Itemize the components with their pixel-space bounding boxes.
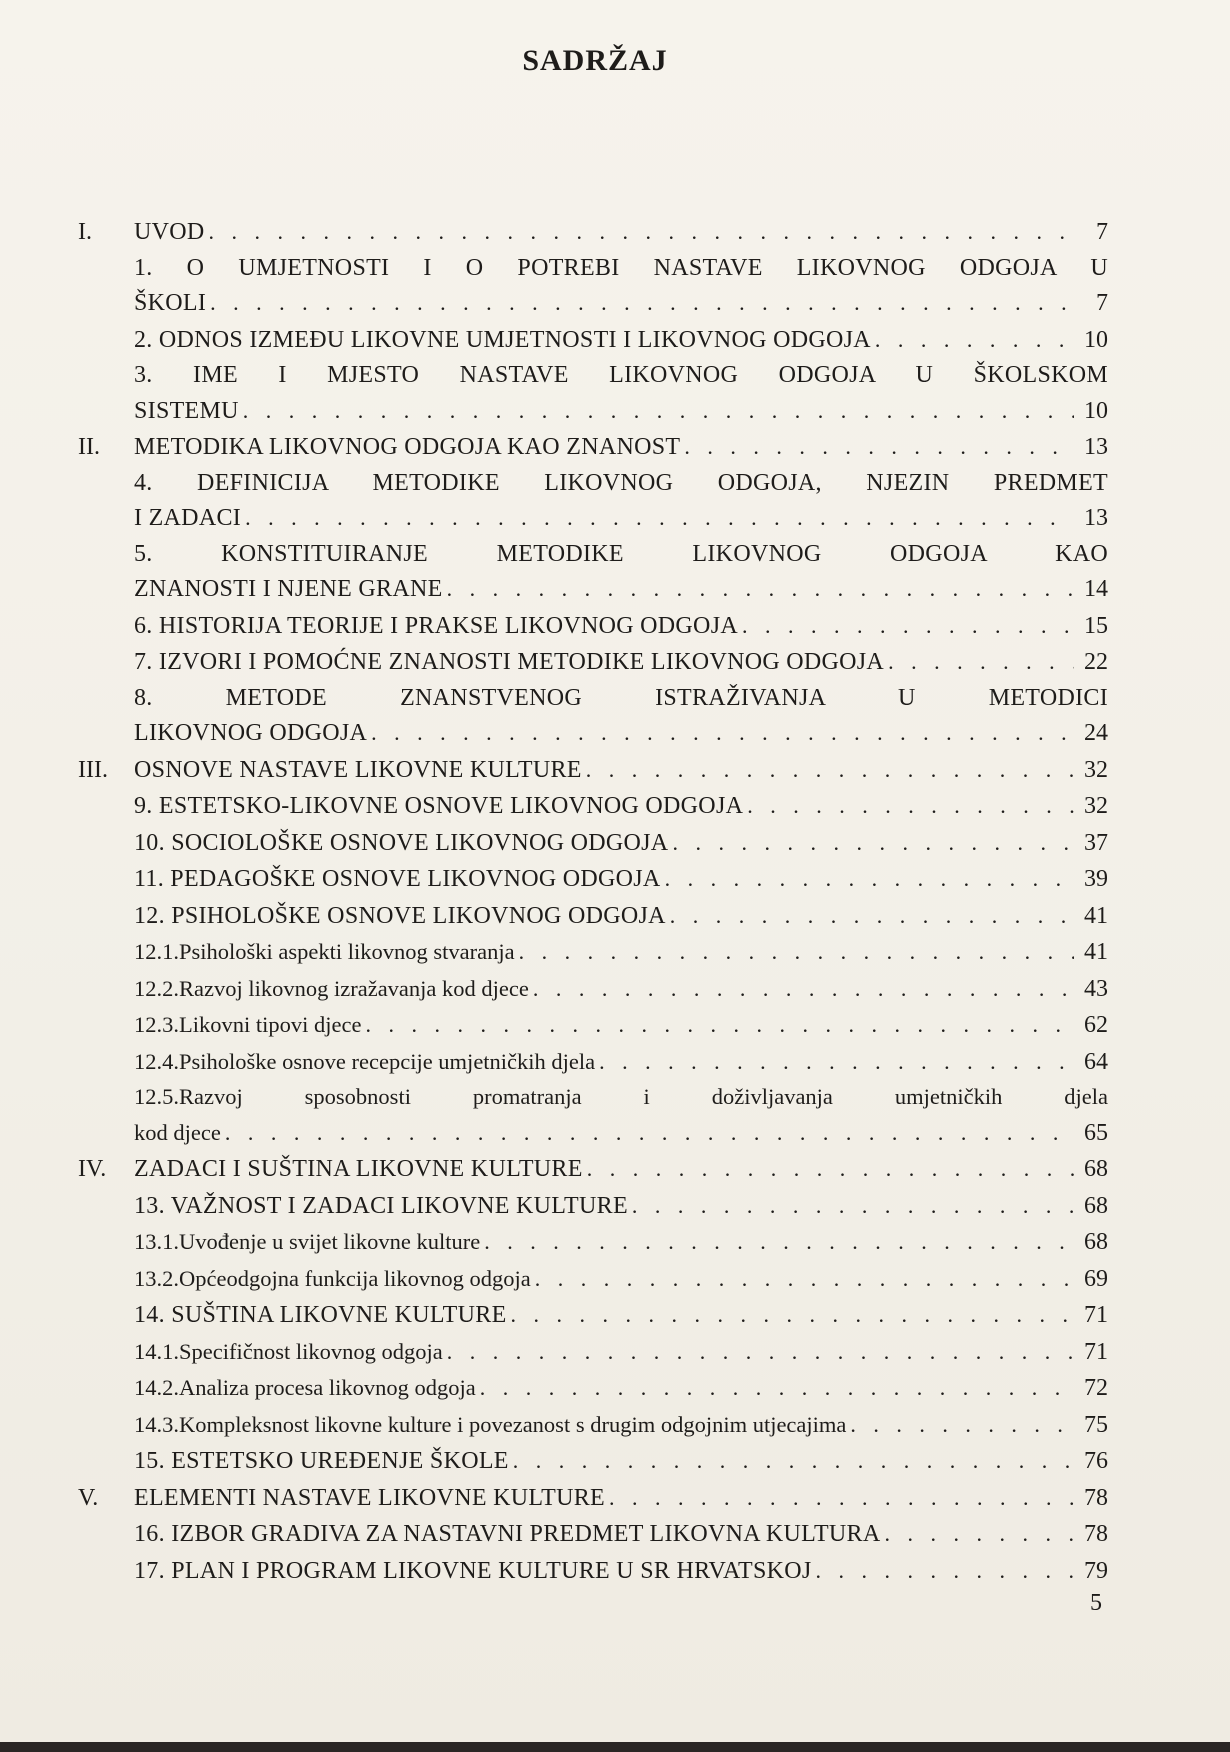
toc-line	[78, 1297, 1108, 1334]
toc-entry	[78, 1334, 1108, 1371]
toc-line	[78, 571, 1108, 608]
entry-title: ZNANOSTI I NJENE GRANE	[134, 576, 443, 602]
toc-line	[78, 429, 1108, 466]
dot-leader	[447, 571, 1074, 608]
dot-leader	[535, 1261, 1074, 1298]
toc-entry	[78, 1151, 1108, 1188]
entry-page-number: 37	[1084, 829, 1108, 856]
entry-title: LIKOVNOG ODGOJA	[134, 720, 368, 746]
toc-entry	[78, 1297, 1108, 1334]
entry-title: 2. ODNOS IZMEĐU LIKOVNE UMJETNOSTI I LIKOVNOG ODGOJA	[134, 326, 871, 353]
toc-entry	[78, 322, 1108, 359]
entry-title: 12. PSIHOLOŠKE OSNOVE LIKOVNOG ODGOJA	[134, 902, 666, 929]
entry-page-number: 32	[1084, 793, 1108, 819]
toc-line	[78, 1188, 1108, 1225]
entry-title: 12.3.Likovni tipovi djece	[134, 1012, 362, 1037]
toc-line	[78, 644, 1108, 681]
toc-line	[78, 1516, 1108, 1553]
dot-leader	[513, 1443, 1074, 1480]
entry-page-number: 41	[1084, 939, 1108, 965]
table-of-contents	[78, 214, 1108, 1589]
chapter-numeral: II.	[78, 434, 100, 460]
entry-title: METODIKA LIKOVNOG ODGOJA KAO ZNANOST	[134, 434, 681, 460]
toc-entry	[78, 214, 1108, 251]
toc-line	[78, 788, 1108, 825]
entry-page-number: 39	[1084, 866, 1108, 892]
dot-leader	[587, 1151, 1074, 1188]
toc-line	[78, 393, 1108, 430]
toc-line	[78, 322, 1108, 359]
toc-line	[78, 500, 1108, 537]
entry-page-number: 41	[1084, 902, 1108, 929]
entry-page-number: 68	[1084, 1229, 1108, 1255]
entry-page-number: 78	[1084, 1521, 1108, 1547]
toc-entry	[78, 1007, 1108, 1044]
dot-leader	[519, 934, 1074, 971]
entry-page-number: 78	[1084, 1484, 1108, 1511]
dot-leader	[586, 752, 1074, 789]
toc-entry	[78, 1443, 1108, 1480]
toc-line	[78, 1080, 1108, 1115]
toc-entry	[78, 1370, 1108, 1407]
dot-leader	[665, 861, 1074, 898]
toc-line	[78, 1334, 1108, 1371]
toc-line	[78, 537, 1108, 572]
entry-page-number: 7	[1096, 219, 1108, 245]
chapter-numeral: V.	[78, 1484, 99, 1511]
entry-page-number: 32	[1084, 756, 1108, 783]
dot-leader	[533, 971, 1074, 1008]
toc-line	[78, 1115, 1108, 1152]
entry-title: 3. IME I MJESTO NASTAVE LIKOVNOG ODGOJA U ŠKOLSKOM	[134, 362, 1108, 388]
dot-leader	[632, 1188, 1074, 1225]
entry-page-number: 76	[1084, 1448, 1108, 1474]
entry-title: 5. KONSTITUIRANJE METODIKE LIKOVNOG ODGOJA KAO	[134, 540, 1108, 567]
entry-title: 14. SUŠTINA LIKOVNE KULTURE	[134, 1302, 507, 1328]
dot-leader	[850, 1407, 1074, 1444]
toc-line	[78, 285, 1108, 322]
toc-entry	[78, 861, 1108, 898]
dot-leader	[670, 898, 1074, 935]
dot-leader	[747, 788, 1074, 825]
toc-entry	[78, 1188, 1108, 1225]
dot-leader	[684, 429, 1074, 466]
entry-page-number: 10	[1084, 326, 1108, 353]
toc-entry	[78, 251, 1108, 322]
toc-entry	[78, 537, 1108, 608]
toc-entry	[78, 1553, 1108, 1590]
toc-entry	[78, 934, 1108, 971]
entry-title: 6. HISTORIJA TEORIJE I PRAKSE LIKOVNOG ODGOJA	[134, 612, 738, 639]
toc-entry	[78, 1080, 1108, 1151]
dot-leader	[875, 322, 1074, 359]
page-number: 5	[1090, 1590, 1102, 1616]
chapter-numeral: I.	[78, 219, 92, 245]
entry-page-number: 65	[1084, 1119, 1108, 1146]
toc-line	[78, 466, 1108, 501]
entry-title: 15. ESTETSKO UREĐENJE ŠKOLE	[134, 1448, 509, 1474]
entry-page-number: 71	[1084, 1338, 1108, 1365]
toc-line	[78, 861, 1108, 898]
toc-line	[78, 1224, 1108, 1261]
entry-title: 10. SOCIOLOŠKE OSNOVE LIKOVNOG ODGOJA	[134, 829, 669, 856]
entry-page-number: 15	[1084, 612, 1108, 639]
toc-line	[78, 1443, 1108, 1480]
toc-entry	[78, 681, 1108, 752]
dot-leader	[742, 608, 1074, 645]
dot-leader	[365, 1007, 1074, 1044]
entry-title: kod djece	[134, 1119, 221, 1145]
entry-page-number: 13	[1084, 505, 1108, 531]
entry-title: SISTEMU	[134, 397, 239, 424]
entry-page-number: 75	[1084, 1411, 1108, 1438]
entry-title: UVOD	[134, 219, 205, 245]
dot-leader	[210, 285, 1074, 322]
toc-line	[78, 898, 1108, 935]
entry-title: 8. METODE ZNANSTVENOG ISTRAŽIVANJA U METODICI	[134, 684, 1108, 711]
entry-page-number: 71	[1084, 1302, 1108, 1328]
entry-title: 11. PEDAGOŠKE OSNOVE LIKOVNOG ODGOJA	[134, 866, 661, 892]
dot-leader	[245, 500, 1074, 537]
entry-page-number: 69	[1084, 1265, 1108, 1292]
entry-page-number: 64	[1084, 1048, 1108, 1075]
toc-line	[78, 214, 1108, 251]
dot-leader	[371, 715, 1074, 752]
toc-line	[78, 825, 1108, 862]
entry-title: 12.2.Razvoj likovnog izražavanja kod djece	[134, 975, 529, 1001]
toc-line	[78, 681, 1108, 716]
toc-line	[78, 1370, 1108, 1407]
entry-title: 14.1.Specifičnost likovnog odgoja	[134, 1338, 443, 1364]
entry-title: 9. ESTETSKO-LIKOVNE OSNOVE LIKOVNOG ODGOJA	[134, 793, 744, 819]
entry-title: ELEMENTI NASTAVE LIKOVNE KULTURE	[134, 1484, 605, 1511]
entry-title: 12.4.Psihološke osnove recepcije umjetničkih djela	[134, 1048, 596, 1074]
entry-title: 13.1.Uvođenje u svijet likovne kulture	[134, 1229, 481, 1254]
toc-line	[78, 1044, 1108, 1081]
toc-line	[78, 1480, 1108, 1517]
toc-entry	[78, 971, 1108, 1008]
dot-leader	[609, 1480, 1074, 1517]
dot-leader	[243, 393, 1074, 430]
dot-leader	[888, 644, 1074, 681]
entry-title: ŠKOLI	[134, 290, 207, 316]
entry-page-number: 7	[1096, 290, 1108, 316]
toc-line	[78, 934, 1108, 971]
entry-title: 14.2.Analiza procesa likovnog odgoja	[134, 1375, 476, 1400]
toc-entry	[78, 1224, 1108, 1261]
toc-entry	[78, 1044, 1108, 1081]
entry-page-number: 68	[1084, 1192, 1108, 1219]
dot-leader	[599, 1044, 1074, 1081]
entry-title: OSNOVE NASTAVE LIKOVNE KULTURE	[134, 756, 582, 783]
entry-page-number: 62	[1084, 1012, 1108, 1038]
entry-title: 14.3.Kompleksnost likovne kulture i povezanost s drugim odgojnim utjecajima	[134, 1411, 847, 1437]
toc-line	[78, 251, 1108, 286]
entry-title: 16. IZBOR GRADIVA ZA NASTAVNI PREDMET LIKOVNA KULTURA	[134, 1521, 881, 1547]
toc-entry	[78, 1407, 1108, 1444]
entry-title: 4. DEFINICIJA METODIKE LIKOVNOG ODGOJA, NJEZIN PREDMET	[134, 469, 1108, 496]
toc-line	[78, 608, 1108, 645]
toc-entry	[78, 1261, 1108, 1298]
entry-title: 7. IZVORI I POMOĆNE ZNANOSTI METODIKE LIKOVNOG ODGOJA	[134, 649, 885, 675]
toc-line	[78, 715, 1108, 752]
toc-line	[78, 971, 1108, 1008]
dot-leader	[447, 1334, 1074, 1371]
entry-page-number: 10	[1084, 397, 1108, 424]
dot-leader	[480, 1370, 1074, 1407]
dot-leader	[484, 1224, 1074, 1261]
entry-page-number: 68	[1084, 1156, 1108, 1182]
dot-leader	[511, 1297, 1074, 1334]
entry-page-number: 72	[1084, 1375, 1108, 1401]
entry-page-number: 22	[1084, 649, 1108, 675]
toc-line	[78, 1553, 1108, 1590]
toc-entry	[78, 898, 1108, 935]
page-title: SADRŽAJ	[522, 44, 668, 77]
toc-entry	[78, 825, 1108, 862]
toc-entry	[78, 608, 1108, 645]
chapter-numeral: IV.	[78, 1156, 107, 1182]
toc-line	[78, 1007, 1108, 1044]
entry-page-number: 13	[1084, 434, 1108, 460]
entry-title: 17. PLAN I PROGRAM LIKOVNE KULTURE U SR HRVATSKOJ	[134, 1557, 812, 1584]
dot-leader	[816, 1553, 1074, 1590]
entry-page-number: 14	[1084, 576, 1108, 602]
toc-line	[78, 752, 1108, 789]
entry-title: 12.1.Psihološki aspekti likovnog stvaranja	[134, 939, 515, 964]
chapter-numeral: III.	[78, 756, 108, 783]
toc-entry	[78, 466, 1108, 537]
toc-line	[78, 1407, 1108, 1444]
toc-entry	[78, 429, 1108, 466]
entry-title: 13. VAŽNOST I ZADACI LIKOVNE KULTURE	[134, 1192, 628, 1219]
entry-page-number: 43	[1084, 975, 1108, 1002]
entry-title: I ZADACI	[134, 505, 242, 531]
entry-title: 1. O UMJETNOSTI I O POTREBI NASTAVE LIKOVNOG ODGOJA U	[134, 254, 1108, 281]
entry-page-number: 79	[1084, 1557, 1108, 1584]
entry-page-number: 24	[1084, 720, 1108, 746]
toc-entry	[78, 1480, 1108, 1517]
toc-entry	[78, 752, 1108, 789]
entry-title: ZADACI I SUŠTINA LIKOVNE KULTURE	[134, 1156, 583, 1182]
toc-line	[78, 358, 1108, 393]
dot-leader	[225, 1115, 1074, 1152]
entry-title: 13.2.Općeodgojna funkcija likovnog odgoja	[134, 1265, 531, 1291]
entry-title: 12.5.Razvoj sposobnosti promatranja i doživljavanja umjetničkih djela	[134, 1084, 1108, 1109]
toc-line	[78, 1151, 1108, 1188]
toc-entry	[78, 358, 1108, 429]
toc-entry	[78, 788, 1108, 825]
dot-leader	[672, 825, 1074, 862]
toc-entry	[78, 644, 1108, 681]
toc-entry	[78, 1516, 1108, 1553]
dot-leader	[884, 1516, 1074, 1553]
toc-line	[78, 1261, 1108, 1298]
dot-leader	[209, 214, 1074, 251]
